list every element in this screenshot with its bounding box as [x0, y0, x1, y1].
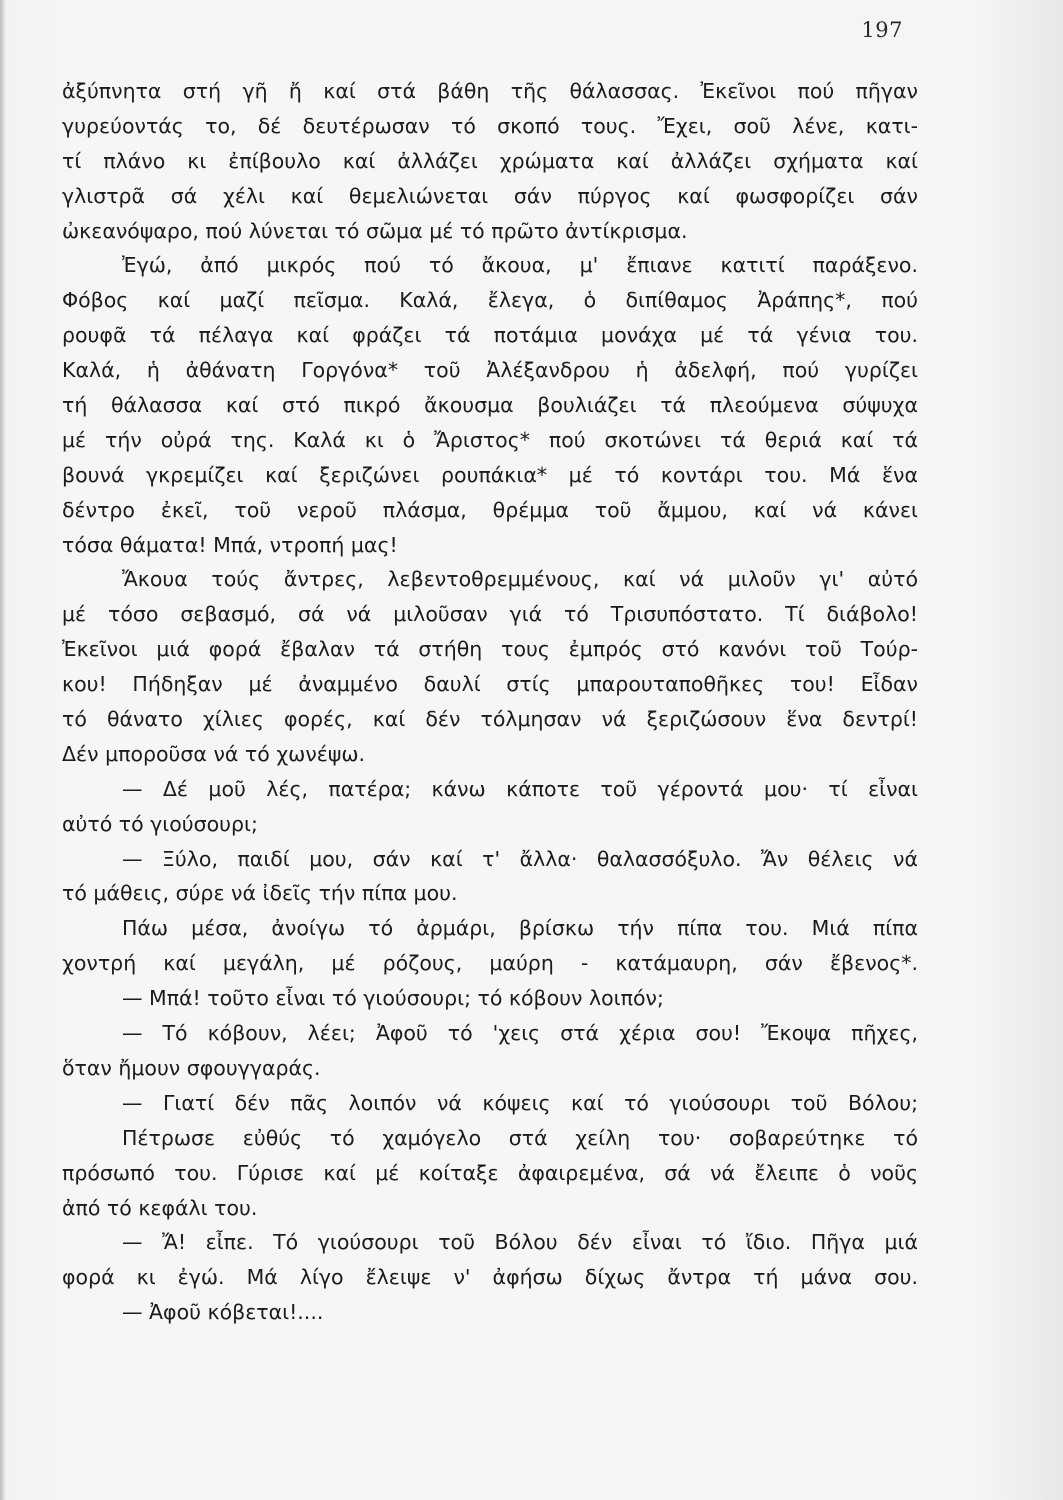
text-line: γυρεύοντάς το, δέ δευτέρωσαν τό σκοπό τους. Ἔχει, σοῦ λένε, κατι- — [62, 113, 918, 138]
text-line: τόσα θάματα! Μπά, ντροπή μας! — [62, 532, 398, 557]
text-line: τό θάνατο χίλιες φορές, καί δέν τόλμησαν νά ξεριζώσουν ἕνα δεντρί! — [62, 707, 918, 732]
text-line: δέντρο ἐκεῖ, τοῦ νεροῦ πλάσμα, θρέμμα τοῦ ἄμμου, καί νά κάνει — [62, 497, 918, 522]
body-text — [62, 74, 918, 1330]
text-line: τί πλάνο κι ἐπίβουλο καί ἀλλάζει χρώματα καί ἀλλάζει σχήματα καί — [62, 148, 918, 173]
text-line: πρόσωπό του. Γύρισε καί μέ κοίταξε ἀφαιρεμένα, σά νά ἔλειπε ὁ νοῦς — [62, 1160, 918, 1185]
text-line: τό μάθεις, σύρε νά ἰδεῖς τήν πίπα μου. — [62, 881, 458, 906]
text-line: Ἄκουα τούς ἄντρες, λεβεντοθρεμμένους, καί νά μιλοῦν γι' αὐτό — [122, 567, 918, 592]
binding-shadow — [0, 0, 6, 1500]
text-line: μέ τόσο σεβασμό, σά νά μιλοῦσαν γιά τό Τρισυπόστατο. Τί διάβολο! — [62, 602, 918, 627]
text-line: Πέτρωσε εὐθύς τό χαμόγελο στά χείλη του· σοβαρεύτηκε τό — [122, 1125, 918, 1150]
text-line: — Ἀφοῦ κόβεται!.... — [122, 1300, 324, 1325]
text-line: — Δέ μοῦ λές, πατέρα; κάνω κάποτε τοῦ γέροντά μου· τί εἶναι — [122, 776, 918, 801]
text-line: — Ξύλο, παιδί μου, σάν καί τ' ἄλλα· θαλασσόξυλο. Ἄν θέλεις νά — [122, 846, 918, 871]
text-line: ἀπό τό κεφάλι του. — [62, 1195, 258, 1220]
text-line: — Γιατί δέν πᾶς λοιπόν νά κόψεις καί τό γιούσουρι τοῦ Βόλου; — [122, 1090, 918, 1115]
text-line: ἀξύπνητα στή γῆ ἤ καί στά βάθη τῆς θάλασσας. Ἐκεῖνοι πού πῆγαν — [62, 79, 918, 103]
text-line: αὐτό τό γιούσουρι; — [62, 811, 258, 836]
text-line: ὠκεανόψαρο, πού λύνεται τό σῶμα μέ τό πρῶτο ἀντίκρισμα. — [62, 218, 688, 243]
text-line: Πάω μέσα, ἀνοίγω τό ἀρμάρι, βρίσκω τήν πίπα του. Μιά πίπα — [122, 916, 918, 941]
text-line: μέ τήν οὐρά της. Καλά κι ὁ Ἄριστος* πού σκοτώνει τά θεριά καί τά — [62, 427, 918, 452]
text-line: βουνά γκρεμίζει καί ξεριζώνει ρουπάκια* μέ τό κοντάρι του. Μά ἕνα — [62, 462, 918, 487]
text-line: κου! Πήδηξαν μέ ἀναμμένο δαυλί στίς μπαρουταποθῆκες του! Εἶδαν — [62, 672, 918, 697]
text-line: ὅταν ἤμουν σφουγγαράς. — [62, 1055, 321, 1080]
text-line: — Τό κόβουν, λέει; Ἀφοῦ τό 'χεις στά χέρια σου! Ἔκοψα πῆχες, — [122, 1021, 918, 1046]
text-line: Καλά, ἡ ἀθάνατη Γοργόνα* τοῦ Ἀλέξανδρου ἡ ἀδελφή, πού γυρίζει — [62, 358, 918, 383]
text-line: φορά κι ἐγώ. Μά λίγο ἔλειψε ν' ἀφήσω δίχως ἄντρα τή μάνα σου. — [62, 1265, 918, 1290]
text-line: ρουφᾶ τά πέλαγα καί φράζει τά ποτάμια μονάχα μέ τά γένια του. — [62, 323, 918, 348]
text-line: χοντρή καί μεγάλη, μέ ρόζους, μαύρη - κατάμαυρη, σάν ἔβενος*. — [62, 951, 918, 976]
text-line: Δέν μποροῦσα νά τό χωνέψω. — [62, 741, 366, 766]
page-number: 197 — [861, 18, 903, 42]
text-line: — Μπά! τοῦτο εἶναι τό γιούσουρι; τό κόβουν λοιπόν; — [122, 986, 664, 1011]
text-line: γλιστρᾶ σά χέλι καί θεμελιώνεται σάν πύργος καί φωσφορίζει σάν — [62, 183, 918, 208]
text-line: τή θάλασσα καί στό πικρό ἄκουσμα βουλιάζει τά πλεούμενα σύψυχα — [62, 393, 918, 418]
text-line: Φόβος καί μαζί πεῖσμα. Καλά, ἔλεγα, ὁ διπίθαμος Ἀράπης*, πού — [62, 288, 918, 313]
text-line: Ἐκεῖνοι μιά φορά ἔβαλαν τά στήθη τους ἐμπρός στό κανόνι τοῦ Τούρ- — [62, 637, 918, 662]
text-line: — Ἄ! εἶπε. Τό γιούσουρι τοῦ Βόλου δέν εἶναι τό ἴδιο. Πῆγα μιά — [122, 1230, 918, 1255]
text-line: Ἐγώ, ἀπό μικρός πού τό ἄκουα, μ' ἔπιανε κατιτί παράξενο. — [122, 253, 918, 278]
